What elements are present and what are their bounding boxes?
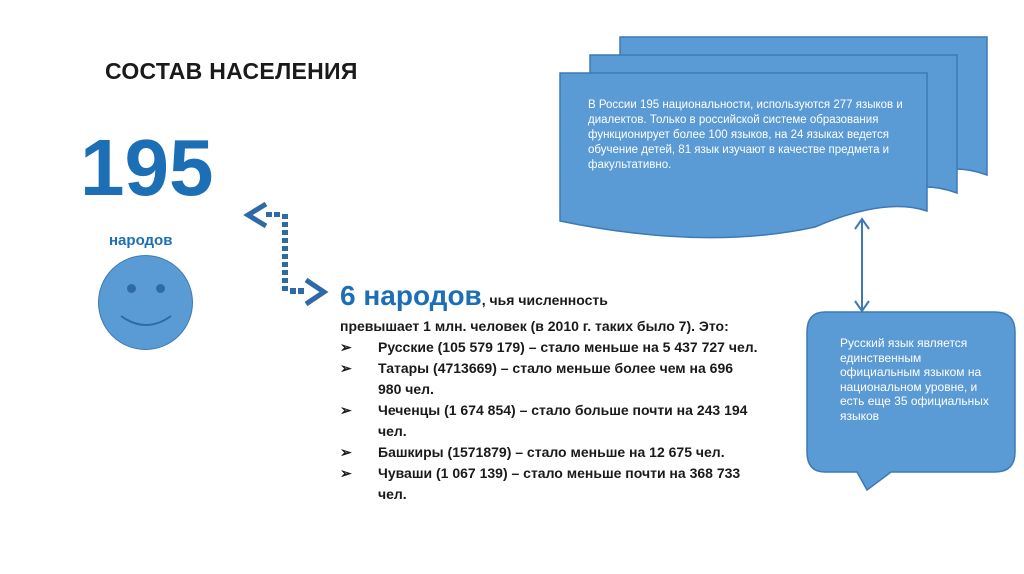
main-heading xyxy=(340,280,760,312)
document-box-text: В России 195 национальности, используются 277 языков и диалектов. Только в российской системе образования функционирует более 100 языков, на 24 языках ведется обучение детей, 81 язык изучают в качестве предмета и факультативно. xyxy=(588,99,903,171)
list-item xyxy=(340,442,760,463)
big-number-caption: народов xyxy=(109,232,173,249)
slide-title: СОСТАВ НАСЕЛЕНИЯ xyxy=(105,58,358,84)
list-item-text: Русские (105 579 179) – стало меньше на 5 437 727 чел. xyxy=(378,339,758,355)
callout-text: Русский язык является единственным официальным языком на национальном уровне, и есть еще 35 официальных языков xyxy=(840,336,989,423)
smiley-mouth-icon xyxy=(99,256,194,351)
smiley-face-icon xyxy=(98,255,193,350)
heading-number: 6 народов xyxy=(340,280,482,311)
list-item xyxy=(340,463,760,505)
list-item-text: Татары (4713669) – стало меньше более чем на 696 980 чел. xyxy=(378,360,734,397)
main-body xyxy=(340,316,760,505)
arrow-bullet-icon: ➢ xyxy=(340,402,352,418)
heading-tail: , чья численность xyxy=(481,292,608,308)
dotted-arrow-connector xyxy=(240,200,340,310)
list-item-text: Чуваши (1 067 139) – стало меньше почти на 368 733 чел. xyxy=(378,465,741,502)
arrow-bullet-icon: ➢ xyxy=(340,444,352,460)
list-item xyxy=(340,358,760,400)
list-item-text: Чеченцы (1 674 854) – стало больше почти на 243 194 чел. xyxy=(378,402,748,439)
list-item xyxy=(340,337,760,358)
list-item-text: Башкиры (1571879) – стало меньше на 12 675 чел. xyxy=(378,444,725,460)
double-arrow-connector xyxy=(850,215,874,315)
arrow-bullet-icon: ➢ xyxy=(340,465,352,481)
list-item xyxy=(340,400,760,442)
arrow-bullet-icon: ➢ xyxy=(340,360,352,376)
main-intro: превышает 1 млн. человек (в 2010 г. таких было 7). Это: xyxy=(340,318,729,334)
big-number: 195 xyxy=(80,123,214,212)
arrow-bullet-icon: ➢ xyxy=(340,339,352,355)
